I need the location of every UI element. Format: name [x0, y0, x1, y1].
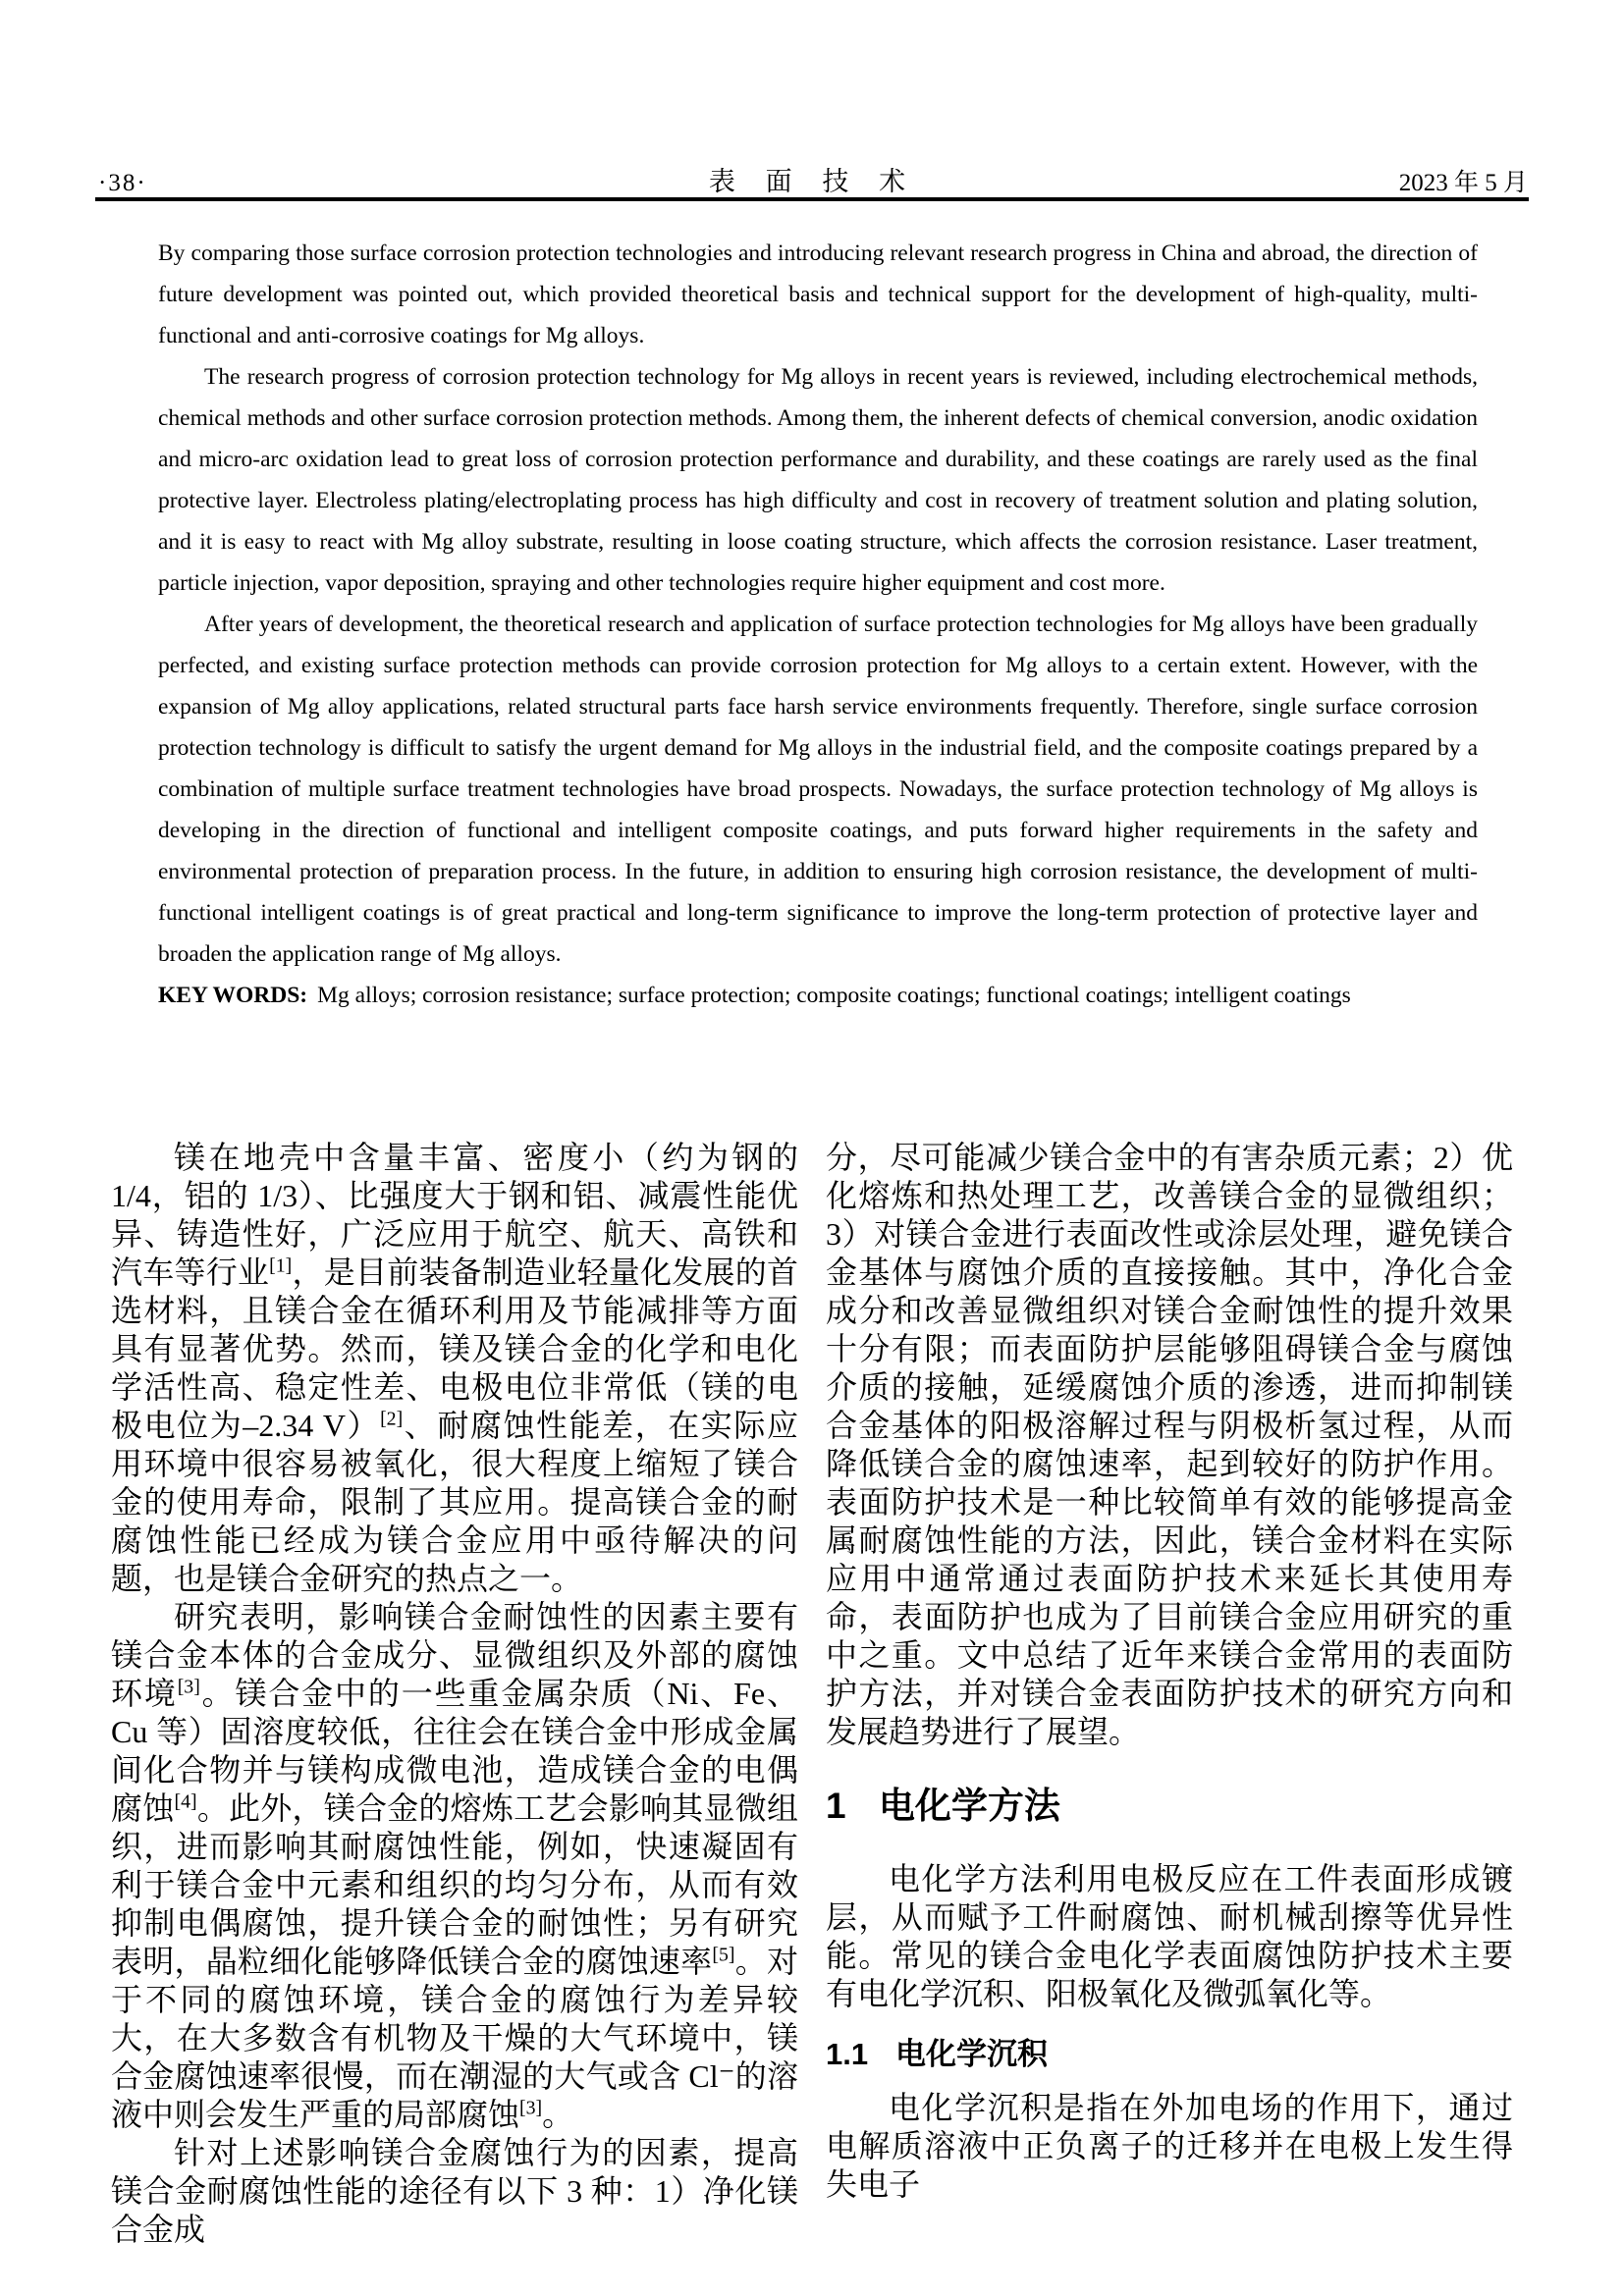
keywords-line [158, 975, 1478, 1016]
keywords-text: Mg alloys; corrosion resistance; surface protection; composite coatings; functional coatings; intelligent coatings [317, 983, 1351, 1008]
body-paragraph: 针对上述影响镁合金腐蚀行为的因素，提高镁合金耐腐蚀性能的途径有以下 3 种：1）净化镁合金成 [111, 2135, 798, 2247]
body-paragraph: 电化学沉积是指在外加电场的作用下，通过电解质溶液中正负离子的迁移并在电极上发生得失电子 [826, 2090, 1513, 2202]
abstract-paragraph-3: After years of development, the theoretical research and application of surface protection technologies for Mg alloys have been gradually perfected, and existing surface protection methods can provide corrosion protection for Mg alloys to a certain extent. However, with the expansion of Mg alloy applications, related structural parts face harsh service environments frequently. Therefore, single surface corrosion protection technology is difficult to satisfy the urgent demand for Mg alloys in the industrial field, and the composite coatings prepared by a combination of multiple surface treatment technologies have broad prospects. Nowadays, the surface protection technology of Mg alloys is developing in the direction of functional and intelligent composite coatings, and puts forward higher requirements in the safety and environmental protection of preparation process. In the future, in addition to ensuring high corrosion resistance, the development of multi-functional intelligent coatings is of great practical and long-term significance to improve the long-term protection of protective layer and broaden the application range of Mg alloys. [158, 612, 1478, 967]
abstract-paragraph-2: The research progress of corrosion protection technology for Mg alloys in recent years is reviewed, including electrochemical methods, chemical methods and other surface corrosion protection methods. Among them, the inherent defects of chemical conversion, anodic oxidation and micro-arc oxidation lead to great loss of corrosion protection performance and durability, and these coatings are rarely used as the final protective layer. Electroless plating/electroplating process has high difficulty and cost in recovery of treatment solution and plating solution, and it is easy to react with Mg alloy substrate, resulting in loose coating structure, which affects the corrosion resistance. Laser treatment, particle injection, vapor deposition, spraying and other technologies require higher equipment and cost more. [158, 364, 1478, 596]
page-number: ·38· [98, 170, 147, 196]
header-divider [95, 197, 1529, 201]
section-1-1-number: 1.1 [826, 2037, 869, 2071]
right-column [826, 1139, 1513, 2249]
abstract-paragraph-1: By comparing those surface corrosion protection technologies and introducing relevant research progress in China and abroad, the direction of future development was pointed out, which provided theoretical basis and technical support for the development of high-quality, multi-functional and anti-corrosive coatings for Mg alloys. [158, 240, 1478, 348]
issue-date: 2023 年 5 月 [1398, 170, 1528, 196]
section-1-title: 电化学方法 [878, 1786, 1060, 1826]
left-column [111, 1139, 798, 2249]
page-header [98, 160, 1528, 198]
keywords-label: KEY WORDS: [158, 983, 308, 1008]
body-paragraph: 电化学方法利用电极反应在工件表面形成镀层，从而赋予工件耐腐蚀、耐机械刮擦等优异性能。常见的镁合金电化学表面腐蚀防护技术主要有电化学沉积、阳极氧化及微弧氧化等。 [826, 1861, 1513, 2011]
english-abstract [158, 233, 1478, 1016]
body-paragraph: 研究表明，影响镁合金耐蚀性的因素主要有镁合金本体的合金成分、显微组织及外部的腐蚀环境[3]。镁合金中的一些重金属杂质（Ni、Fe、Cu 等）固溶度较低，往往会在镁合金中形成金属间化合物并与镁构成微电池，造成镁合金的电偶腐蚀[4]。此外，镁合金的熔炼工艺会影响其显微组织，进而影响其耐腐蚀性能，例如，快速凝固有利于镁合金中元素和组织的均匀分布，从而有效抑制电偶腐蚀，提升镁合金的耐蚀性；另有研究表明，晶粒细化能够降低镁合金的腐蚀速率[5]。对于不同的腐蚀环境，镁合金的腐蚀行为差异较大，在大多数含有机物及干燥的大气环境中，镁合金腐蚀速率很慢，而在潮湿的大气或含 Cl⁻的溶液中则会发生严重的局部腐蚀[3]。 [111, 1599, 798, 2132]
body-paragraph: 镁在地壳中含量丰富、密度小（约为钢的 1/4，铝的 1/3）、比强度大于钢和铝、减震性能优异、铸造性好，广泛应用于航空、航天、高铁和汽车等行业[1]，是目前装备制造业轻量化发展的首选材料，且镁合金在循环利用及节能减排等方面具有显著优势。然而，镁及镁合金的化学和电化学活性高、稳定性差、电极电位非常低（镁的电极电位为–2.34 V）[2]、耐腐蚀性能差，在实际应用环境中很容易被氧化，很大程度上缩短了镁合金的使用寿命，限制了其应用。提高镁合金的耐腐蚀性能已经成为镁合金应用中亟待解决的问题，也是镁合金研究的热点之一。 [111, 1140, 798, 1596]
section-1-1-title: 电化学沉积 [895, 2037, 1048, 2071]
section-1-1-heading [826, 2035, 1513, 2073]
body-columns [111, 1139, 1513, 2249]
section-1-heading [826, 1787, 1513, 1825]
journal-title: 表 面 技 术 [708, 167, 918, 196]
body-paragraph: 分，尽可能减少镁合金中的有害杂质元素；2）优化熔炼和热处理工艺，改善镁合金的显微组织；3）对镁合金进行表面改性或涂层处理，避免镁合金基体与腐蚀介质的直接接触。其中，净化合金成分和改善显微组织对镁合金耐蚀性的提升效果十分有限；而表面防护层能够阻碍镁合金与腐蚀介质的接触，延缓腐蚀介质的渗透，进而抑制镁合金基体的阳极溶解过程与阴极析氢过程，从而降低镁合金的腐蚀速率，起到较好的防护作用。表面防护技术是一种比较简单有效的能够提高金属耐腐蚀性能的方法，因此，镁合金材料在实际应用中通常通过表面防护技术来延长其使用寿命，表面防护也成为了目前镁合金应用研究的重中之重。文中总结了近年来镁合金常用的表面防护方法，并对镁合金表面防护技术的研究方向和发展趋势进行了展望。 [826, 1140, 1513, 1749]
section-1-number: 1 [826, 1786, 846, 1826]
